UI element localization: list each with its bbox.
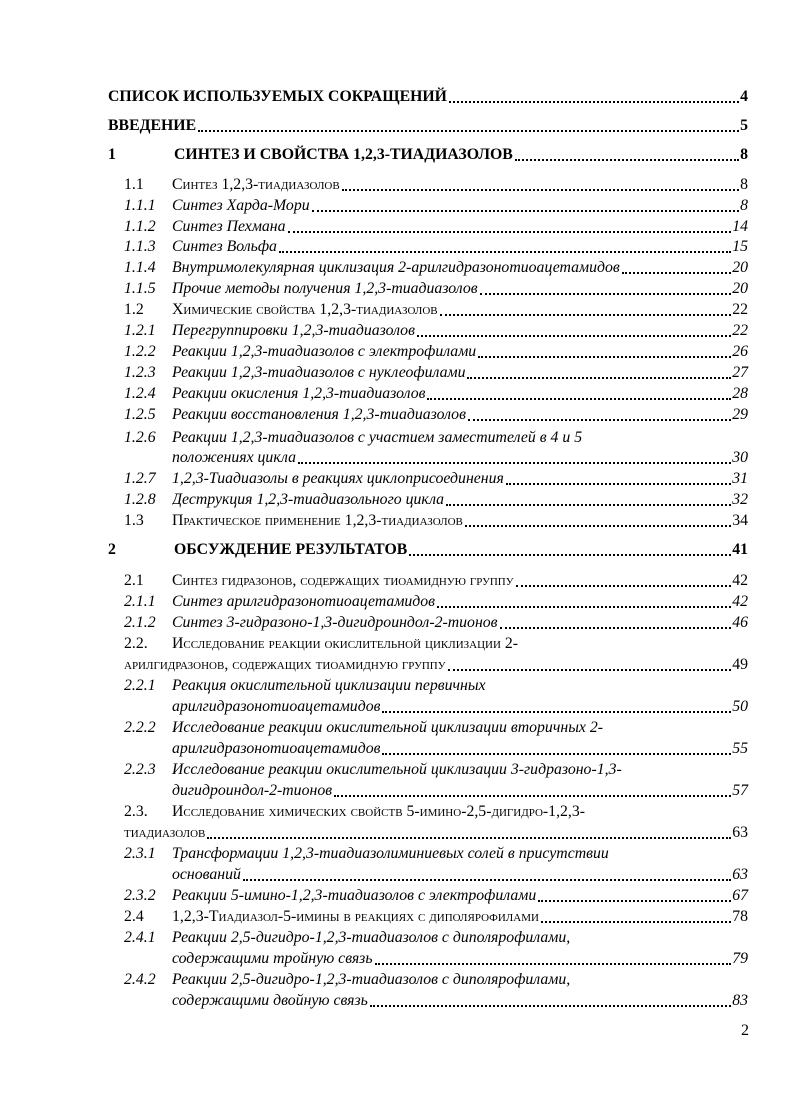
toc-entry-section-1-1-2[interactable] <box>124 217 748 237</box>
toc-entry-title: Синтез арилгидразонотиоацетамидов <box>172 593 436 610</box>
dot-leader <box>480 293 732 295</box>
toc-entry-number: 2.4 <box>124 908 144 925</box>
toc-entry-page: 79 <box>732 950 748 967</box>
toc-entry-title: 1,2,3-Тиадиазол-5-имины в реакциях с диполярофилами <box>172 908 539 925</box>
dot-leader <box>417 335 731 337</box>
toc-entry-section-2-3-1[interactable] <box>172 865 748 885</box>
dot-leader <box>446 504 731 506</box>
toc-entry-title: ОБСУЖДЕНИЕ РЕЗУЛЬТАТОВ <box>174 541 408 558</box>
toc-entry-section-1-2[interactable] <box>124 300 748 320</box>
toc-entry-title: СИНТЕЗ И СВОЙСТВА 1,2,3-ТИАДИАЗОЛОВ <box>174 146 513 163</box>
toc-entry-title-continuation: содержащими двойную связь <box>172 992 368 1009</box>
toc-entry-title: Реакции 1,2,3-тиадиазолов с участием заместителей в 4 и 5 <box>172 429 583 446</box>
toc-entry-number: 1.1.3 <box>124 238 156 255</box>
toc-entry-title-continuation: положениях цикла <box>172 449 297 466</box>
toc-entry-section-1-2-1[interactable] <box>124 321 748 341</box>
dot-leader <box>382 753 731 755</box>
toc-entry-page: 20 <box>732 280 748 297</box>
toc-entry-section-1-3[interactable] <box>124 511 748 531</box>
toc-entry-number: 1 <box>108 146 116 163</box>
toc-entry-section-2-4-2[interactable] <box>172 991 748 1011</box>
dot-leader <box>198 130 739 132</box>
dot-leader <box>427 398 731 400</box>
toc-entry-section-2-1-1[interactable] <box>124 592 748 612</box>
toc-entry-title-continuation: содержащими тройную связь <box>172 950 373 967</box>
toc-entry-section-1-2-4[interactable] <box>124 384 748 404</box>
toc-entry-page: 27 <box>732 364 748 381</box>
toc-entry-page: 41 <box>732 541 748 558</box>
toc-entry-page: 15 <box>732 238 748 255</box>
toc-entry-title: Синтез Вольфа <box>172 238 277 255</box>
toc-entry-section-1-1-5[interactable] <box>124 279 748 299</box>
dot-leader <box>506 483 731 485</box>
dot-leader <box>342 189 739 191</box>
toc-entry-page: 22 <box>732 301 748 318</box>
toc-entry-title: Синтез 3-гидразоно-1,3-дигидроиндол-2-тионов <box>172 614 498 631</box>
toc-entry-page: 78 <box>732 908 748 925</box>
toc-entry-page: 34 <box>732 512 748 529</box>
toc-entry-number: 1.1.1 <box>124 197 156 214</box>
toc-entry-page: 50 <box>732 698 748 715</box>
toc-entry-page: 8 <box>740 197 748 214</box>
toc-entry-section-1-2-8[interactable] <box>124 490 748 510</box>
toc-entry-number: 1.1.4 <box>124 259 156 276</box>
toc-entry-number: 2.1 <box>124 572 144 589</box>
toc-entry-title: Исследование реакции окислительной циклизации 3-гидразоно-1,3- <box>172 761 622 778</box>
dot-leader <box>465 525 731 527</box>
toc-entry-page: 55 <box>732 740 748 757</box>
toc-entry-number: 2.2. <box>124 635 148 652</box>
toc-entry-section-1-1-1[interactable] <box>124 196 748 216</box>
toc-entry-number: 2.2.2 <box>124 719 156 736</box>
toc-entry-title: СПИСОК ИСПОЛЬЗУЕМЫХ СОКРАЩЕНИЙ <box>108 88 447 105</box>
toc-entry-title: Деструкция 1,2,3-тиадиазольного цикла <box>172 491 445 508</box>
dot-leader <box>437 606 731 608</box>
toc-entry-title: Исследование реакции окислительной циклизации 2- <box>172 635 519 652</box>
toc-entry-page: 4 <box>740 88 748 105</box>
toc-entry-title: 1,2,3-Тиадиазолы в реакциях циклоприсоединения <box>172 470 504 487</box>
dot-leader <box>288 231 732 233</box>
toc-entry-page: 67 <box>732 887 748 904</box>
toc-entry-section-2-4-2-first-line[interactable] <box>124 970 570 990</box>
toc-entry-section-1-1[interactable] <box>124 175 748 195</box>
toc-entry-section-2-3[interactable] <box>124 823 748 843</box>
toc-entry-section-2-2-first-line[interactable] <box>124 634 518 654</box>
toc-entry-number: 2.2.1 <box>124 677 156 694</box>
toc-entry-number: 2.1.1 <box>124 593 156 610</box>
dot-leader <box>449 101 739 103</box>
toc-entry-title: Внутримолекулярная циклизация 2-арилгидразонотиоацетамидов <box>172 259 620 276</box>
toc-entry-page: 83 <box>732 992 748 1009</box>
toc-entry-page: 63 <box>732 866 748 883</box>
toc-entry-section-1-2-7[interactable] <box>124 469 748 489</box>
toc-entry-title: Перегруппировки 1,2,3-тиадиазолов <box>172 322 415 339</box>
toc-entry-page: 28 <box>732 385 748 402</box>
toc-entry-section-2-2-3-first-line[interactable] <box>124 760 622 780</box>
toc-entry-number: 2.3.1 <box>124 845 156 862</box>
toc-entry-section-2-3-first-line[interactable] <box>124 802 585 822</box>
toc-entry-number: 1.1.2 <box>124 218 156 235</box>
toc-entry-section-2-2-3[interactable] <box>172 781 748 801</box>
toc-entry-section-1-1-3[interactable] <box>124 237 748 257</box>
toc-entry-title: Реакции 2,5-дигидро-1,2,3-тиадиазолов с диполярофилами, <box>172 971 571 988</box>
toc-entry-title: Трансформации 1,2,3-тиадиазолиминиевых солей в присутствии <box>172 845 609 862</box>
toc-entry-number: 1.2.8 <box>124 491 156 508</box>
toc-entry-page: 20 <box>732 259 748 276</box>
toc-entry-section-2-4-1[interactable] <box>172 949 748 969</box>
dot-leader <box>382 711 731 713</box>
toc-entry-title: Реакции 5-имино-1,2,3-тиадиазолов с электрофилами <box>172 887 537 904</box>
toc-entry-number: 1.2.4 <box>124 385 156 402</box>
toc-entry-number: 1.1 <box>124 176 144 193</box>
toc-entry-page: 5 <box>740 117 748 134</box>
toc-entry-title: Исследование реакции окислительной циклизации вторичных 2- <box>172 719 604 736</box>
toc-entry-title: Прочие методы получения 1,2,3-тиадиазолов <box>172 280 478 297</box>
toc-entry-title: Синтез Пехмана <box>172 218 286 235</box>
dot-leader <box>334 795 731 797</box>
dot-leader <box>538 900 731 902</box>
toc-entry-section-2-1-2[interactable] <box>124 613 748 633</box>
toc-entry-number: 1.3 <box>124 512 144 529</box>
dot-leader <box>298 462 731 464</box>
toc-entry-section-1-2-2[interactable] <box>124 342 748 362</box>
toc-entry-number: 1.2.5 <box>124 406 156 423</box>
toc-entry-number: 2.4.2 <box>124 971 156 988</box>
toc-entry-title-continuation: арилгидразонотиоацетамидов <box>172 698 381 715</box>
toc-entry-page: 26 <box>732 343 748 360</box>
toc-entry-page: 8 <box>740 176 748 193</box>
toc-entry-section-2-4[interactable] <box>124 907 748 927</box>
toc-entry-section-2-2[interactable] <box>124 655 748 675</box>
toc-entry-section-2-3-1-first-line[interactable] <box>124 844 609 864</box>
toc-entry-number: 2.3. <box>124 803 148 820</box>
toc-entry-title: Синтез Харда-Мори <box>172 197 310 214</box>
dot-leader <box>409 554 731 556</box>
toc-entry-chapter-1[interactable] <box>108 145 748 165</box>
toc-entry-section-1-2-6-first-line[interactable] <box>124 428 582 448</box>
page-number: 2 <box>741 1022 749 1039</box>
toc-entry-title: Реакции 1,2,3-тиадиазолов с электрофилами <box>172 343 477 360</box>
toc-entry-page: 42 <box>732 593 748 610</box>
toc-entry-page: 29 <box>732 406 748 423</box>
toc-entry-page: 22 <box>732 322 748 339</box>
toc-entry-title: Исследование химических свойств 5-имино-2,5-дигидро-1,2,3- <box>172 803 586 820</box>
dot-leader <box>312 210 739 212</box>
toc-entry-title-continuation: дигидроиндол-2-тионов <box>172 782 333 799</box>
dot-leader <box>515 159 739 161</box>
dot-leader <box>516 585 732 587</box>
toc-entry-page: 30 <box>732 449 748 466</box>
toc-entry-chapter-2[interactable] <box>108 540 748 560</box>
toc-entry-number: 2.4.1 <box>124 929 156 946</box>
dot-leader <box>448 669 732 671</box>
toc-entry-section-2-1[interactable] <box>124 571 748 591</box>
dot-leader <box>375 963 732 965</box>
toc-entry-title-continuation: арилгидразонов, содержащих тиоамидную группу <box>124 656 446 673</box>
dot-leader <box>440 314 732 316</box>
dot-leader <box>467 377 731 379</box>
toc-entry-number: 1.1.5 <box>124 280 156 297</box>
toc-entry-introduction[interactable] <box>108 116 748 136</box>
dot-leader <box>279 251 731 253</box>
toc-entry-title-continuation: оснований <box>172 866 241 883</box>
toc-entry-number: 1.2.7 <box>124 470 156 487</box>
toc-entry-section-2-2-2[interactable] <box>172 739 748 759</box>
toc-entry-title: ВВЕДЕНИЕ <box>108 117 197 134</box>
toc-entry-section-2-2-2-first-line[interactable] <box>124 718 603 738</box>
toc-entry-number: 1.2.2 <box>124 343 156 360</box>
toc-entry-page: 57 <box>732 782 748 799</box>
toc-entry-section-2-2-1[interactable] <box>172 697 748 717</box>
toc-entry-section-1-2-6[interactable] <box>172 448 748 468</box>
toc-entry-number: 2.3.2 <box>124 887 156 904</box>
toc-entry-number: 2 <box>108 541 116 558</box>
dot-leader <box>370 1005 731 1007</box>
toc-entry-section-2-4-1-first-line[interactable] <box>124 928 570 948</box>
toc-entry-title: Реакции восстановления 1,2,3-тиадиазолов <box>172 406 466 423</box>
toc-entry-page: 63 <box>732 824 748 841</box>
dot-leader <box>207 837 731 839</box>
toc-entry-number: 1.2.6 <box>124 429 156 446</box>
dot-leader <box>478 356 731 358</box>
toc-entry-section-2-2-1-first-line[interactable] <box>124 676 486 696</box>
toc-entry-number: 1.2.3 <box>124 364 156 381</box>
toc-entry-title: Реакции окисления 1,2,3-тиадиазолов <box>172 385 426 402</box>
toc-entry-section-1-1-4[interactable] <box>124 258 748 278</box>
dot-leader <box>243 879 731 881</box>
toc-entry-title: Практическое применение 1,2,3-тиадиазолов <box>172 512 463 529</box>
toc-entry-section-2-3-2[interactable] <box>124 886 748 906</box>
toc-entry-section-1-2-3[interactable] <box>124 363 748 383</box>
toc-entry-title: Химические свойства 1,2,3-тиадиазолов <box>172 301 438 318</box>
toc-entry-title: Реакция окислительной циклизации первичных <box>172 677 486 694</box>
toc-entry-title: Реакции 2,5-дигидро-1,2,3-тиадиазолов с диполярофилами, <box>172 929 571 946</box>
dot-leader <box>541 921 731 923</box>
dot-leader <box>468 419 731 421</box>
toc-entry-page: 31 <box>732 470 748 487</box>
toc-entry-number: 2.2.3 <box>124 761 156 778</box>
toc-entry-title: Синтез 1,2,3-тиадиазолов <box>172 176 340 193</box>
toc-entry-title: Синтез гидразонов, содержащих тиоамидную группу <box>172 572 514 589</box>
toc-entry-section-1-2-5[interactable] <box>124 405 748 425</box>
toc-entry-title-continuation: арилгидразонотиоацетамидов <box>172 740 381 757</box>
dot-leader <box>622 272 731 274</box>
toc-entry-page: 49 <box>732 656 748 673</box>
dot-leader <box>500 627 732 629</box>
toc-entry-number: 2.1.2 <box>124 614 156 631</box>
toc-entry-title-continuation: тиадиазолов <box>124 824 206 841</box>
toc-entry-number: 1.2.1 <box>124 322 156 339</box>
toc-entry-page: 14 <box>732 218 748 235</box>
toc-entry-title: Реакции 1,2,3-тиадиазолов с нуклеофилами <box>172 364 466 381</box>
toc-entry-page: 32 <box>732 491 748 508</box>
toc-entry-page: 46 <box>732 614 748 631</box>
toc-entry-page: 8 <box>740 146 748 163</box>
toc-entry-abbreviations[interactable] <box>108 87 748 107</box>
toc-entry-number: 1.2 <box>124 301 144 318</box>
toc-entry-page: 42 <box>732 572 748 589</box>
